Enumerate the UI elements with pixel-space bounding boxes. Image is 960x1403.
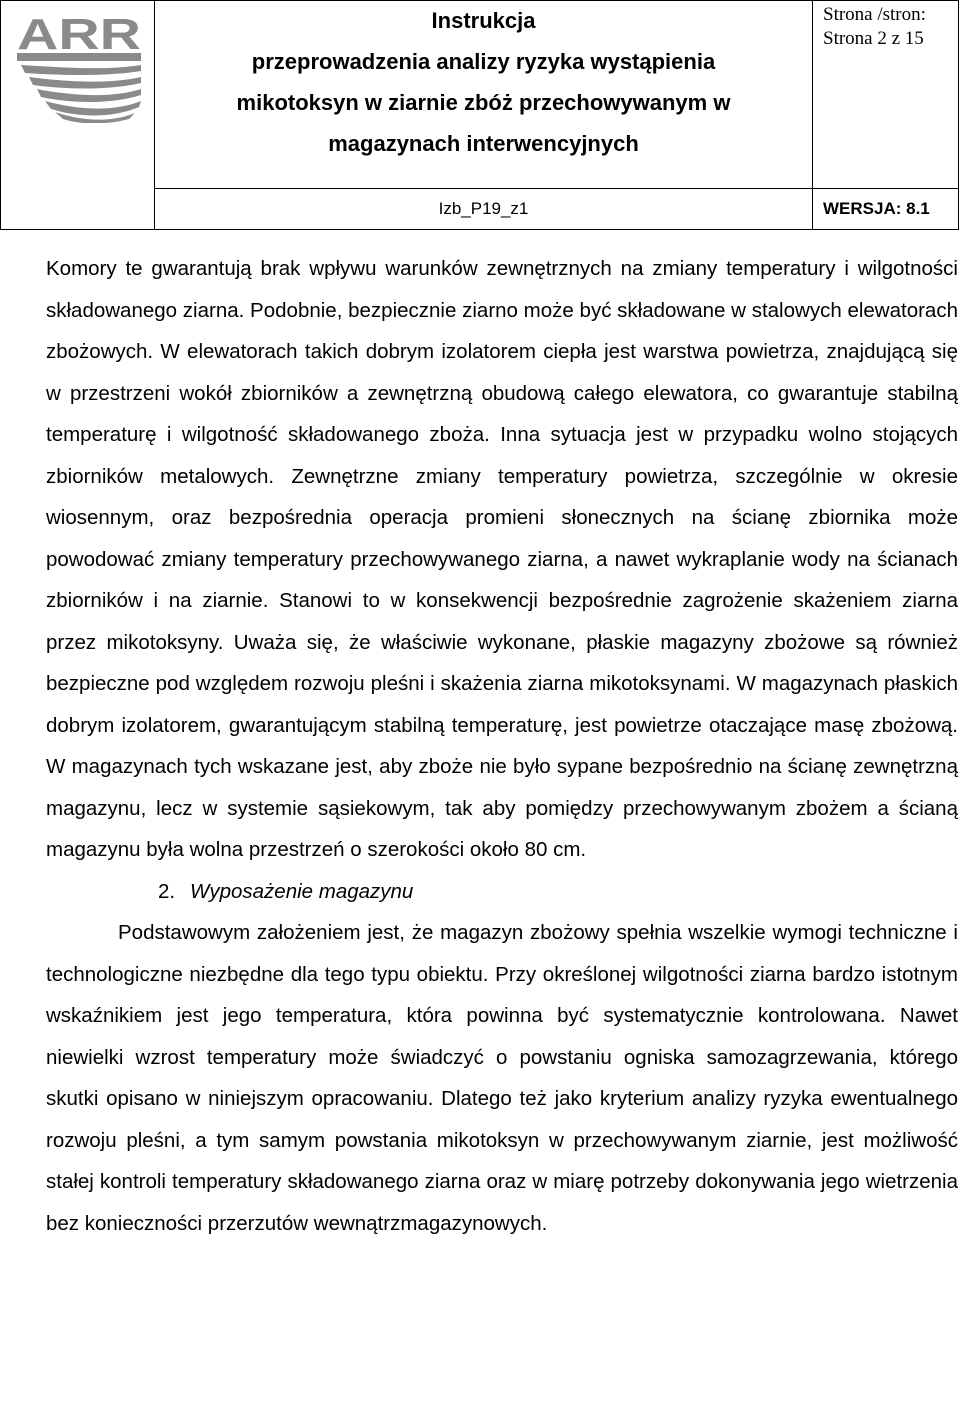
document-title — [155, 1, 813, 189]
section-number: 2. — [158, 879, 176, 903]
svg-text:ARR: ARR — [17, 11, 141, 59]
document-code: Izb_P19_z1 — [155, 189, 813, 230]
page-number: Strona 2 z 15 — [823, 28, 924, 49]
section-heading-equipment — [158, 871, 958, 913]
page-info-cell — [813, 1, 959, 189]
logo-cell — [1, 1, 155, 230]
paragraph-warehouse-equipment: Podstawowym założeniem jest, że magazyn zbożowy spełnia wszelkie wymogi techniczne i technologiczne niezbędne dla tego typu obiektu. Przy określonej wilgotności ziarna bardzo istotnym wskaźnikiem jest jego temperatura, która powinna być systematycznie kontrolowana. Nawet niewielki wzrost temperatury może świadczyć o powstaniu ogniska samozagrzewania, którego skutki opisano w niniejszym opracowaniu. Dlatego też jako kryterium analizy ryzyka ewentualnego rozwoju pleśni, a tym samym powstania mikotoksyn w przechowywanym ziarnie, jest możliwość stałej kontroli temperatury składowanego ziarna oraz w miarę potrzeby dokonywania jego wietrzenia bez konieczności przerzutów wewnątrzmagazynowych. — [46, 921, 958, 1235]
document-body — [46, 248, 958, 1244]
arr-logo — [1, 1, 154, 123]
paragraph-storage-chambers: Komory te gwarantują brak wpływu warunków zewnętrznych na zmiany temperatury i wilgotności składowanego ziarna. Podobnie, bezpiecznie ziarno może być składowane w stalowych elewatorach zbożowych. W elewatorach takich dobrym izolatorem ciepła jest warstwa powietrza, znajdującą się w przestrzeni wokół zbiorników a zewnętrzną obudową całego elewatora, co gwarantuje stabilną temperaturę i wilgotność składowanego zboża. Inna sytuacja jest w przypadku wolno stojących zbiorników metalowych. Zewnętrzne zmiany temperatury powietrza, szczególnie w okresie wiosennym, oraz bezpośrednia operacja promieni słonecznych na ścianę zbiornika może powodować zmiany temperatury przechowywanego ziarna, a nawet wykraplanie wody na ścianach zbiorników i na ziarnie. Stanowi to w konsekwencji bezpośrednie zagrożenie skażeniem ziarna przez mikotoksyny. Uważa się, że właściwie wykonane, płaskie magazyny zbożowe są również bezpieczne pod względem rozwoju pleśni i skażenia ziarna mikotoksynami. W magazynach płaskich dobrym izolatorem, gwarantującym stabilną temperaturę, jest powietrze otaczające masę zbożową. W magazynach tych wskazane jest, aby zboże nie było sypane bezpośrednio na ścianę zewnętrzną magazynu, lecz w systemie sąsiekowym, tak aby pomiędzy przechowywanym zbożem a ścianą magazynu była wolna przestrzeń o szerokości około 80 cm. — [46, 257, 958, 861]
page-label: Strona /stron: — [823, 4, 926, 25]
document-version: WERSJA: 8.1 — [813, 189, 959, 230]
title-line-4: magazynach interwencyjnych — [328, 131, 639, 156]
title-line-2: przeprowadzenia analizy ryzyka wystąpienia — [251, 49, 716, 74]
title-line-1: Instrukcja — [431, 8, 536, 33]
arr-logo-icon — [15, 11, 143, 123]
title-line-3: mikotoksyn w ziarnie zbóż przechowywanym w — [236, 90, 731, 115]
section-title: Wyposażenie magazynu — [190, 879, 414, 903]
document-header — [0, 0, 959, 230]
